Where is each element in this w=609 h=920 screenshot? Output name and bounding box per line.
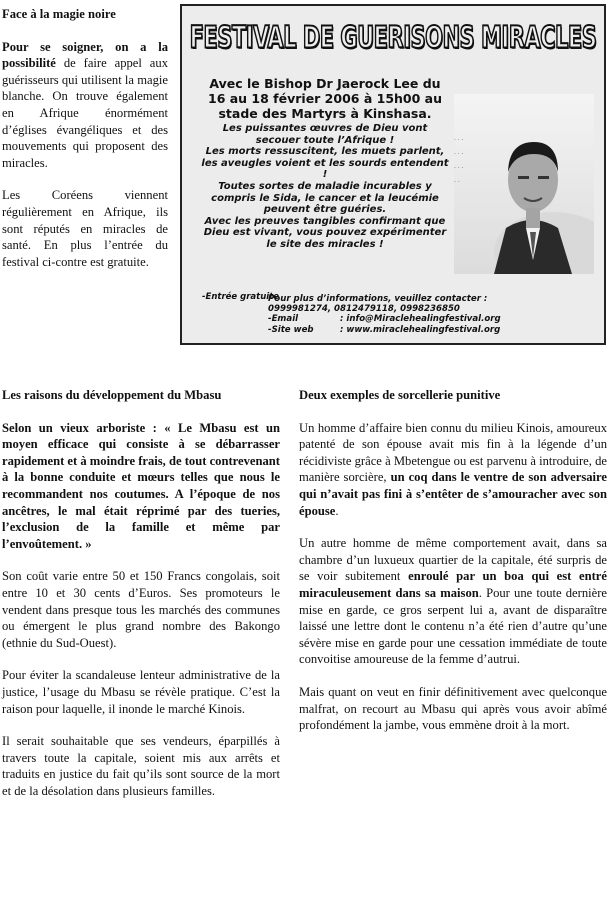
poster-body (200, 76, 450, 251)
mbasu-heading: Les raisons du développement du Mbasu (2, 388, 222, 402)
festival-poster (180, 4, 606, 345)
p2-start: Un autre homme de même comportement avait, dans sa chambre d’un luxueux quartier de la capitale, été surpris de se voir subitement (299, 536, 607, 584)
sorcellerie-paragraph-1 (299, 420, 607, 520)
poster-line: Toutes sortes de maladie incurables y compris le Sida, le cancer et la leucémie peuvent être guéries. (211, 180, 439, 216)
p2-bold: enroulé par un boa qui est entré miraculeusement dans sa maison (299, 569, 607, 600)
contact-phones: 0999981274, 0812479118, 0998236850 (268, 304, 460, 315)
mbasu-paragraph-2: Pour éviter la scandaleuse lenteur administrative de la justice, l’usage du Mbasu se révèle pratique. C’est la raison pour laquelle, il inonde le marché Kinois. (2, 668, 280, 716)
poster-line: Les morts ressuscitent, les muets parlent, les aveugles voient et les sourds entendent ! (201, 146, 449, 181)
poster-text (200, 123, 450, 251)
intro-paragraph-1 (2, 39, 168, 172)
email-value: : info@Miraclehealingfestival.org (340, 314, 501, 325)
contact-email-row (268, 314, 598, 324)
intro-column (2, 6, 168, 286)
p2-end: . Pour une toute dernière mise en garde, ce gros serpent lui a, avant de disparaître laissé une lettre dont le contenu n’a été rien d’autre qu’une sévère mise en garde pour une cessation immédiate de toute convoitise amoureuse de la femme d’autrui. (299, 585, 607, 667)
mbasu-column (2, 387, 280, 815)
p1-bold: un coq dans le ventre de son adversaire qui n’avait pas fini à s’entêter de s’amouracher avec son épouse (299, 470, 607, 518)
contact-site-row (268, 325, 598, 335)
sorcellerie-paragraph-2 (299, 535, 607, 668)
p1-start: Un homme d’affaire bien connu du milieu Kinois, amoureux patenté de son épouse avait mis fin à la légende d’un récidiviste grâce à Mbetengue ou est parvenu à introduire, de manière sorcière, (299, 420, 607, 485)
mbasu-quote (2, 420, 280, 553)
poster-entree: -Entrée gratuite (202, 292, 279, 302)
intro-paragraph-2: Les Coréens viennent régulièrement en Afrique, ils sont réputés en miracles de santé. En plus l’entrée du festival ci-contre est gratuite. (2, 188, 168, 269)
site-label: -Site web (268, 324, 314, 335)
photo-caption-faded: · · · · · · · · · · · (454, 137, 464, 186)
mbasu-paragraph-1: Son coût varie entre 50 et 150 Francs congolais, soit entre 10 et 30 cents d’Euros. Ses promoteurs le vendent dans presque tous les marchés des communes ou émergent le plus grand nombre des Bakongo (ethnie du Sud-Ouest). (2, 569, 280, 650)
poster-headline: Avec le Bishop Dr Jaerock Lee du 16 au 18 février 2006 à 15h00 au stade des Martyrs à Kinshasa. (208, 76, 442, 121)
site-value: : www.miraclehealingfestival.org (340, 324, 501, 335)
mbasu-quote-text: Selon un vieux arboriste : « Le Mbasu est un moyen efficace qui consiste à se débarrasser rapidement et à moindre frais, de tout contrevenant à la bonne conduite et mœurs telles que nous le recommandent nos coutumes. A l’époque de nos ancêtres, le mal était réprimé par des tueries, l’exclusion de la famille et même par l’envoûtement. » (2, 420, 280, 551)
poster-line: Avec les preuves tangibles confirmant que Dieu est vivant, vous pouvez expérimenter le site des miracles ! (203, 215, 447, 250)
mbasu-paragraph-3: Il serait souhaitable que ses vendeurs, éparpillés à travers toute la capitale, soient mis aux arrêts et traduits en justice du fait qu’ils sont source de la mort et de la désolation dans plusieurs familles. (2, 734, 280, 798)
bishop-photo (454, 94, 594, 274)
poster-title: FESTIVAL DE GUERISONS MIRACLES (189, 20, 597, 55)
intro-paragraph-1-rest: de faire appel aux guérisseurs qui utilisent la magie blanche. On trouve également en Afrique énormément d’églises évangéliques et des mouvements qui proposent des miracles. (2, 56, 168, 170)
sorcellerie-heading: Deux exemples de sorcellerie punitive (299, 388, 501, 402)
p1-end: . (335, 503, 339, 518)
poster-contact (268, 294, 598, 335)
intro-heading: Face à la magie noire (2, 7, 116, 21)
intro-bold-lead: Pour se soigner, on a la possibilité (2, 39, 168, 71)
poster-line: Les puissantes œuvres de Dieu vont secouer toute l’Afrique ! (222, 123, 428, 146)
contact-intro: Pour plus d’informations, veuillez contacter : (268, 294, 488, 304)
email-label: -Email (268, 314, 299, 325)
sorcellerie-paragraph-3: Mais quant on veut en finir définitivement avec quelconque malfrat, on recourt au Mbasu qui après vous avoir abîmé profondément la jambe, vous emmène droit à la mort. (299, 684, 607, 733)
sorcellerie-column (299, 387, 607, 750)
